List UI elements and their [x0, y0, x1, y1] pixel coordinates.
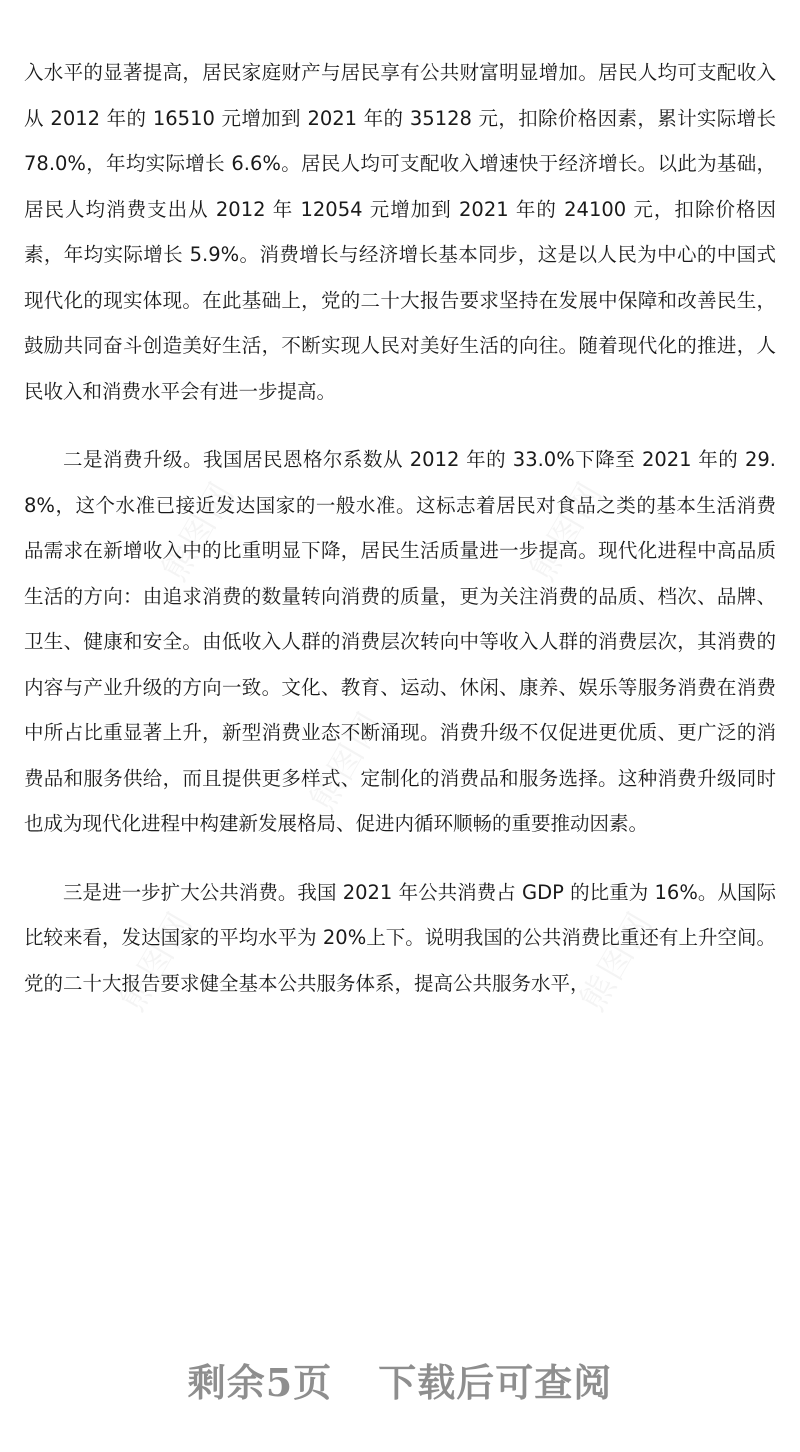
- remaining-pages-label: 剩余5页: [187, 1360, 333, 1405]
- paragraph-public-consumption: 三是进一步扩大公共消费。我国 2021 年公共消费占 GDP 的比重为 16%。从国际比较来看，发达国家的平均水平为 20%上下。说明我国的公共消费比重还有上升空间。党的二十大报告要求健全基本公共服务体系，提高公共服务水平，: [24, 880, 776, 995]
- download-prompt[interactable]: [0, 1352, 800, 1407]
- paragraph-consumption-upgrade: 二是消费升级。我国居民恩格尔系数从 2012 年的 33.0%下降至 2021 年的 29.8%，这个水准已接近发达国家的一般水准。这标志着居民对食品之类的基本生活消费品需求在新增收入中的比重明显下降，居民生活质量进一步提高。现代化进程中高品质生活的方向：由追求消费的数量转向消费的质量，更为关注消费的品质、档次、品牌、卫生、健康和安全。由低收入人群的消费层次转向中等收入人群的消费层次，其消费的内容与产业升级的方向一致。文化、教育、运动、休闲、康养、娱乐等服务消费在消费中所占比重显著上升，新型消费业态不断涌现。消费升级不仅促进更优质、更广泛的消费品和服务供给，而且提供更多样式、定制化的消费品和服务选择。这种消费升级同时也成为现代化进程中构建新发展格局、促进内循环顺畅的重要推动因素。: [24, 448, 776, 835]
- paragraph-income: 入水平的显著提高，居民家庭财产与居民享有公共财富明显增加。居民人均可支配收入从 2012 年的 16510 元增加到 2021 年的 35128 元，扣除价格因素，累计实际增长 78.0%，年均实际增长 6.6%。居民人均可支配收入增速快于经济增长。以此为基础，居民人均消费支出从 2012 年 12054 元增加到 2021 年的 24100 元，扣除价格因素，年均实际增长 5.9%。消费增长与经济增长基本同步，这是以人民为中心的中国式现代化的现实体现。在此基础上，党的二十大报告要求坚持在发展中保障和改善民生，鼓励共同奋斗创造美好生活，不断实现人民对美好生活的向往。随着现代化的推进，人民收入和消费水平会有进一步提高。: [24, 61, 776, 403]
- article-body: [24, 50, 776, 1006]
- download-to-read-label: 下载后可查阅: [378, 1360, 613, 1405]
